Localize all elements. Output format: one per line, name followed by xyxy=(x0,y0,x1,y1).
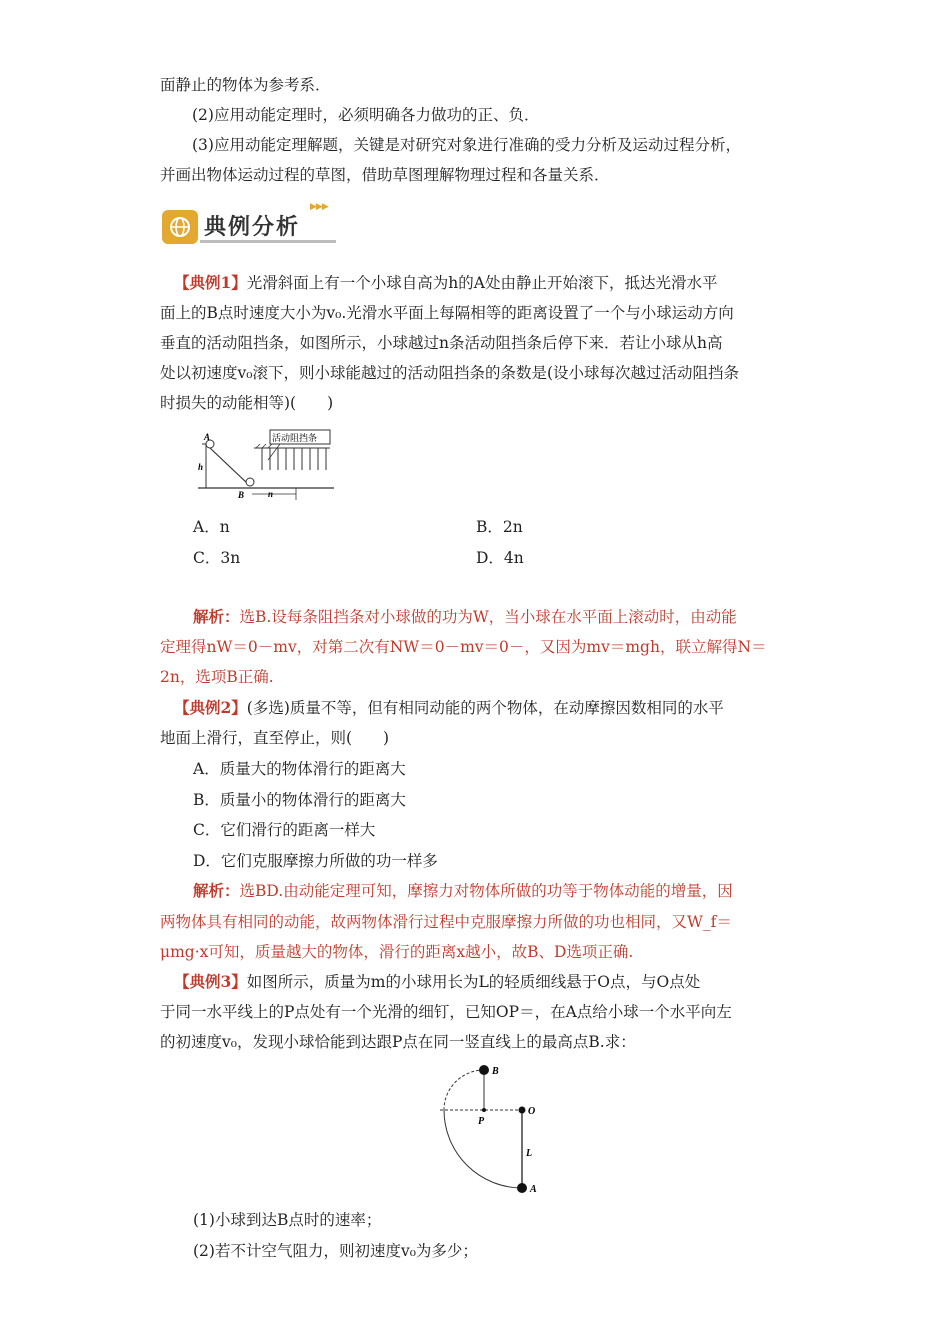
ex3-question-2: (2)若不计空气阻力，则初速度v₀为多少； xyxy=(193,1242,478,1260)
ex1-line-4: 处以初速度v₀滚下，则小球能越过的活动阻挡条的条数是(设小球每次越过活动阻挡条 xyxy=(160,364,740,382)
ex1-option-b: B．2n xyxy=(476,518,523,536)
fig3-label-a: A xyxy=(530,1184,537,1195)
ex2-solution-2: 两物体具有相同的动能，故两物体滑行过程中克服摩擦力所做的功也相同，又W_f＝ xyxy=(160,913,732,931)
ex2-option-d: D．它们克服摩擦力所做的功一样多 xyxy=(193,852,438,870)
ex2-line-1 xyxy=(174,693,724,723)
ex1-text-1: 光滑斜面上有一个小球自高为h的A处由静止开始滚下，抵达光滑水平 xyxy=(246,274,718,292)
ex3-text-1: 如图所示，质量为m的小球用长为L的轻质细线悬于O点，与O点处 xyxy=(246,973,701,991)
ex3-tag: 【典例3】 xyxy=(174,972,247,991)
intro-line-2: (2)应用动能定理时，必须明确各力做功的正、负． xyxy=(192,106,540,124)
ex1-solution-text-1: 选B.设每条阻挡条对小球做的功为W，当小球在水平面上滚动时，由动能 xyxy=(239,608,737,626)
intro-line-3: (3)应用动能定理解题，关键是对研究对象进行准确的受力分析及运动过程分析， xyxy=(192,136,741,154)
ex1-option-c: C．3n xyxy=(193,549,241,567)
ex2-solution-tag: 解析： xyxy=(193,881,240,900)
ex3-line-3: 的初速度v₀，发现小球恰能到达跟P点在同一竖直线上的最高点B.求： xyxy=(160,1033,636,1051)
ex3-figure xyxy=(430,1060,550,1202)
fig1-label-n: n xyxy=(268,489,274,499)
fig3-label-p: P xyxy=(478,1116,485,1127)
ex1-solution-1 xyxy=(193,602,737,632)
ex1-figure xyxy=(196,426,336,502)
ex1-option-a: A．n xyxy=(193,518,230,536)
ex2-option-b: B．质量小的物体滑行的距离大 xyxy=(193,791,406,809)
ex3-line-1 xyxy=(174,967,700,997)
ex1-solution-3: 2n，选项B正确. xyxy=(160,668,274,686)
intro-line-1: 面静止的物体为参考系． xyxy=(160,76,331,94)
arrows-decoration: ▶▶▶ xyxy=(310,202,328,212)
ex1-solution-2: 定理得nW＝0－mv，对第二次有NW＝0－mv＝0－，又因为mv＝mgh，联立解得N＝ xyxy=(160,638,767,656)
section-underline xyxy=(200,240,336,243)
fig1-label-box: 活动阻挡条 xyxy=(272,433,318,443)
ex1-solution-tag: 解析： xyxy=(193,607,240,626)
section-header xyxy=(160,202,340,246)
globe-icon xyxy=(162,210,198,244)
ex1-line-3: 垂直的活动阻挡条，如图所示，小球越过n条活动阻挡条后停下来．若让小球从h高 xyxy=(160,334,723,352)
ex1-line-5: 时损失的动能相等)( ) xyxy=(160,394,334,412)
ex2-solution-1 xyxy=(193,876,733,906)
fig1-label-b: B xyxy=(238,490,245,500)
ex1-tag: 【典例1】 xyxy=(174,273,247,292)
ex2-solution-text-1: 选BD.由动能定理可知，摩擦力对物体所做的功等于物体动能的增量，因 xyxy=(239,882,733,900)
ex1-line-2: 面上的B点时速度大小为v₀.光滑水平面上每隔相等的距离设置了一个与小球运动方向 xyxy=(160,304,734,322)
section-title: 典例分析 xyxy=(204,215,301,240)
ex3-line-2: 于同一水平线上的P点处有一个光滑的细钉，已知OP＝，在A点给小球一个水平向左 xyxy=(160,1003,732,1021)
ex1-option-d: D．4n xyxy=(476,549,524,567)
ex2-tag: 【典例2】 xyxy=(174,698,247,717)
fig1-label-a: A xyxy=(204,432,211,442)
ex2-solution-3: μmg·x可知，质量越大的物体，滑行的距离x越小，故B、D选项正确. xyxy=(160,943,634,961)
ex2-text-1: (多选)质量不等，但有相同动能的两个物体，在动摩擦因数相同的水平 xyxy=(246,699,724,717)
ex2-option-a: A．质量大的物体滑行的距离大 xyxy=(193,760,406,778)
ex2-option-c: C．它们滑行的距离一样大 xyxy=(193,821,376,839)
fig3-label-b: B xyxy=(492,1066,499,1077)
fig1-label-h: h xyxy=(198,462,204,472)
intro-line-4: 并画出物体运动过程的草图，借助草图理解物理过程和各量关系． xyxy=(160,166,610,184)
fig3-label-l: L xyxy=(526,1148,533,1159)
ex3-question-1: (1)小球到达B点时的速率； xyxy=(193,1211,382,1229)
ex2-line-2: 地面上滑行，直至停止，则( ) xyxy=(160,729,390,747)
fig3-label-o: O xyxy=(528,1106,536,1117)
ex1-line-1 xyxy=(174,268,717,298)
